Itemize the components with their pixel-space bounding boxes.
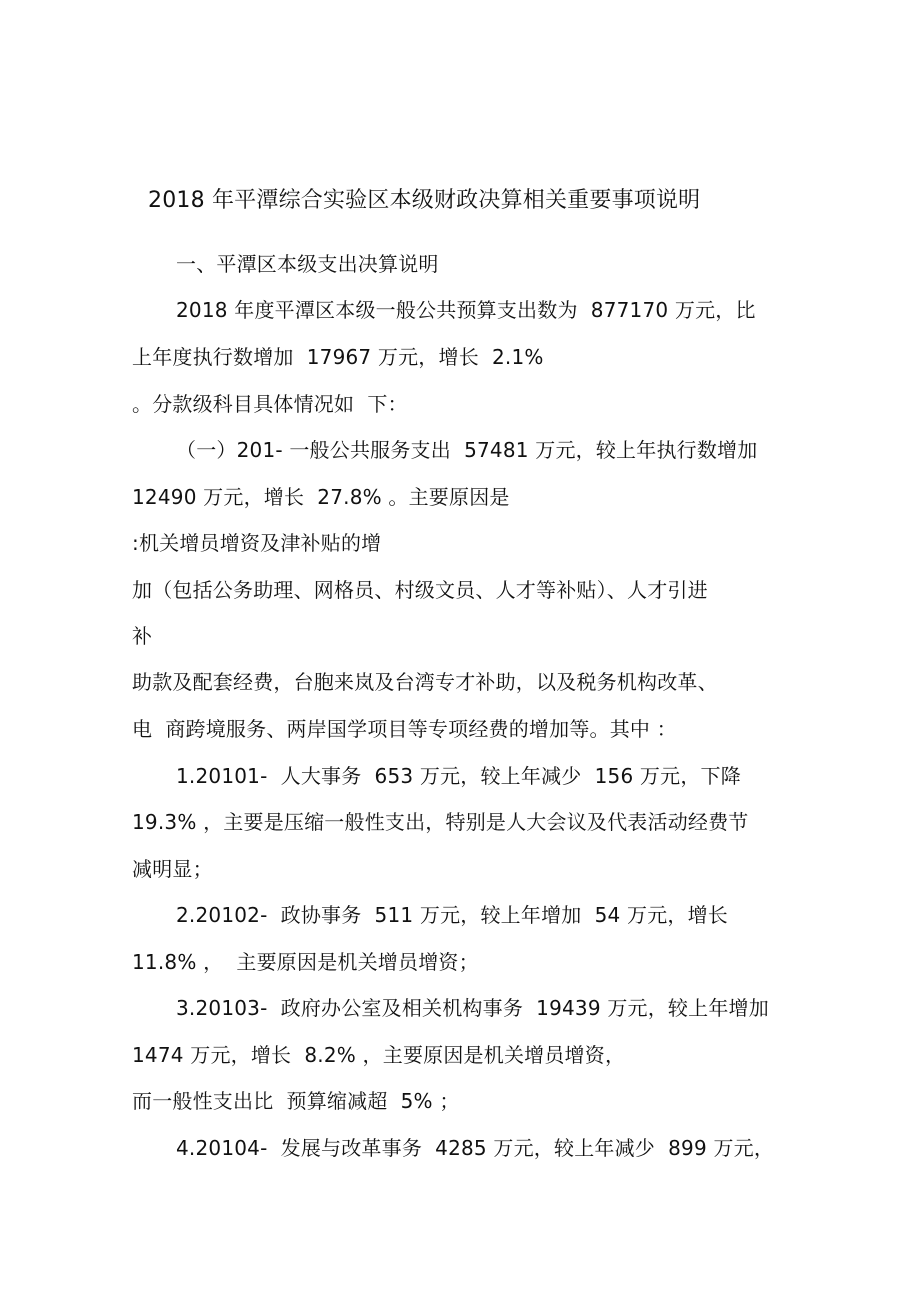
text-line: 12490 万元，增长 27.8% 。主要原因是 — [132, 485, 510, 509]
text-line: 11.8% ， 主要原因是机关增员增资； — [132, 950, 479, 974]
text-line: 19.3% ，主要是压缩一般性支出，特别是人大会议及代表活动经费节 — [132, 810, 749, 834]
text-line: 2.20102- 政协事务 511 万元，较上年增加 54 万元，增长 — [176, 903, 729, 927]
text-line: 2018 年度平潭区本级一般公共预算支出数为 877170 万元，比 — [176, 298, 756, 322]
text-line: 而一般性支出比 预算缩减超 5% ； — [132, 1089, 460, 1113]
text-line: 减明显； — [132, 857, 213, 881]
text-line: 4.20104- 发展与改革事务 4285 万元，较上年减少 899 万元， — [176, 1136, 775, 1160]
text-line: 电 商跨境服务、两岸国学项目等专项经费的增加等。其中 ： — [132, 717, 677, 741]
section-heading: 一、平潭区本级支出决算说明 — [176, 252, 439, 276]
text-line: 助款及配套经费，台胞来岚及台湾专才补助，以及税务机构改革、 — [132, 670, 718, 694]
text-line: 加（包括公务助理、网格员、村级文员、人才等补贴）、人才引进 — [132, 578, 708, 602]
text-line: 补 — [132, 624, 153, 648]
document-title: 2018 年平潭综合实验区本级财政决算相关重要事项说明 — [148, 188, 701, 213]
text-line: :机关增员增资及津补贴的增 — [132, 531, 382, 555]
text-line: 上年度执行数增加 17967 万元，增长 2.1% — [132, 345, 544, 369]
text-line: 。分款级科目具体情况如 下： — [132, 392, 408, 416]
text-line: 3.20103- 政府办公室及相关机构事务 19439 万元，较上年增加 — [176, 996, 769, 1020]
text-line: 1474 万元，增长 8.2% ，主要原因是机关增员增资， — [132, 1043, 626, 1067]
text-line: 1.20101- 人大事务 653 万元，较上年减少 156 万元，下降 — [176, 764, 741, 788]
text-line: （一）201- 一般公共服务支出 57481 万元，较上年执行数增加 — [176, 438, 758, 462]
